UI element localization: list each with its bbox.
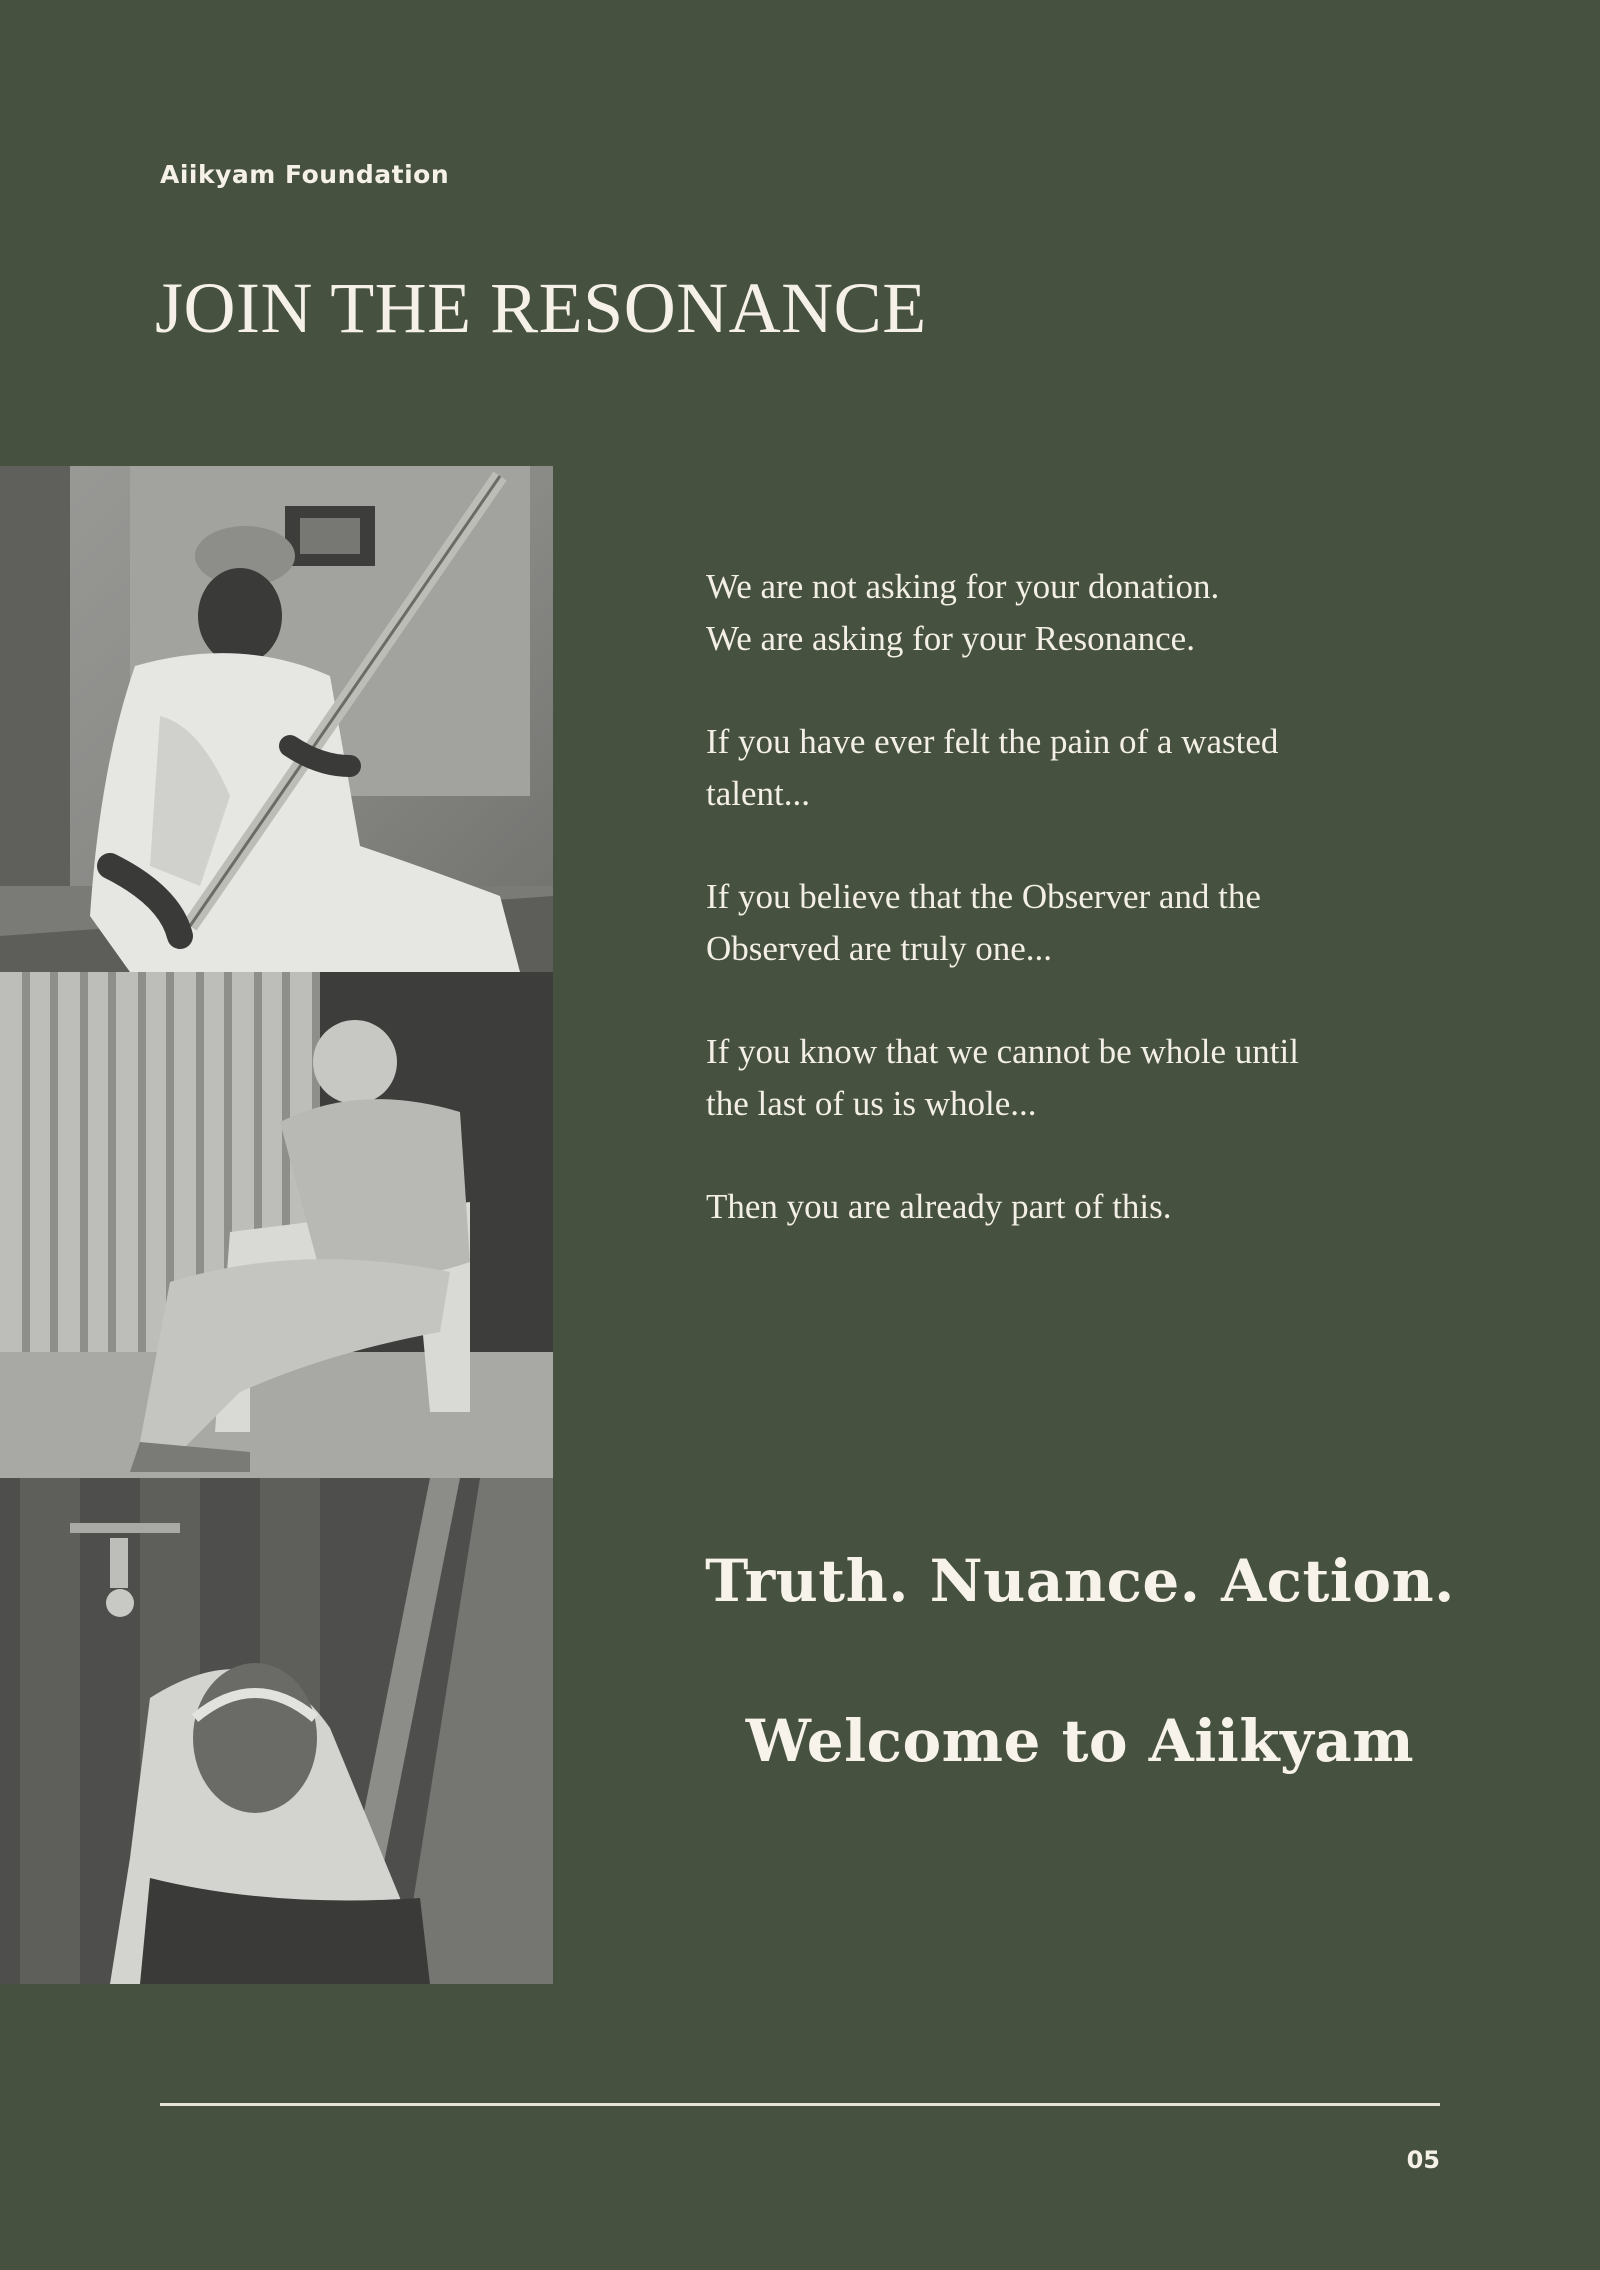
page-number: 05 [1406,2146,1440,2174]
paragraph [706,1026,1426,1130]
brand-name: Aiikyam Foundation [160,160,450,189]
paragraph-line: We are not asking for your donation. [706,567,1220,606]
tagline: Truth. Nuance. Action. [705,1547,1455,1615]
paragraph-line: If you know that we cannot be whole until [706,1032,1299,1071]
paragraph-line: If you believe that the Observer and the [706,877,1261,916]
paragraph-line: Then you are already part of this. [706,1187,1172,1226]
paragraph-line: Observed are truly one... [706,929,1052,968]
paragraph-line: If you have ever felt the pain of a wasted [706,722,1279,761]
photo-elderly-woman-at-door [0,1478,553,1984]
paragraph-line: talent... [706,774,810,813]
paragraph-line: We are asking for your Resonance. [706,619,1195,658]
paragraph-line: the last of us is whole... [706,1084,1037,1123]
footer-divider [160,2103,1440,2106]
photo-elderly-man-in-chair [0,972,553,1478]
paragraph [706,716,1426,820]
paragraph [706,1181,1426,1233]
paragraph [706,561,1426,665]
page-title: JOIN THE RESONANCE [155,268,927,348]
welcome-heading: Welcome to Aiikyam [745,1707,1415,1775]
photo-musician-with-string-instrument [0,466,553,972]
body-text [706,561,1426,1284]
paragraph [706,871,1426,975]
